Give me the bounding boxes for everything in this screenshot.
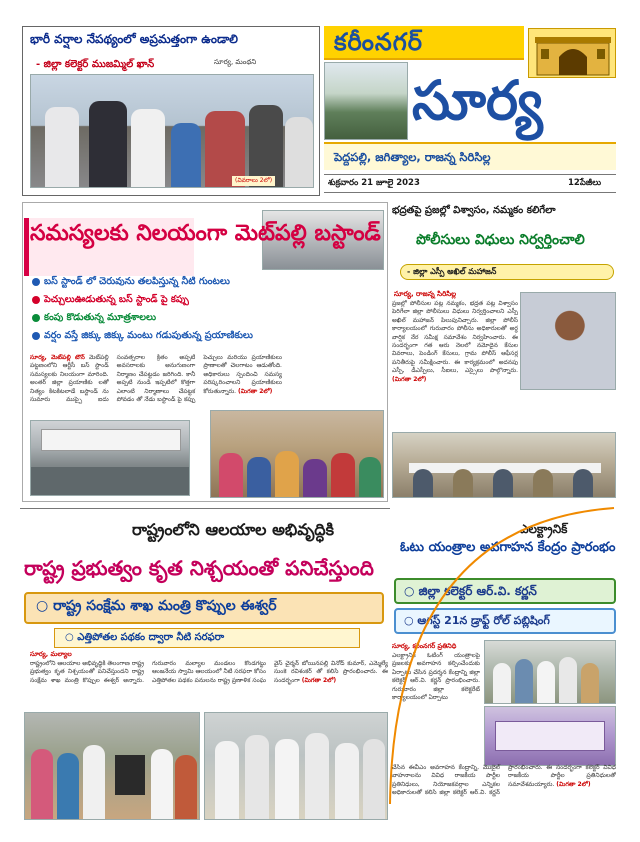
bus-stand-bullet: బస్ స్టాండ్ లో చెరువును తలపిస్తున్న నీటి గుంటలు	[32, 276, 230, 289]
temples-continued: (మిగతా 2లో)	[301, 676, 337, 684]
evm-byline: సూర్య, కరీంనగర్ ప్రతినిధి	[392, 642, 457, 650]
bus-stand-byline: సూర్య, మెట్‌పల్లి టౌన్	[30, 354, 85, 361]
bullet-dot-icon	[32, 314, 40, 322]
bus-stand-bullet: పెచ్చులుఊడుతున్న బస్ స్టాండ్ పై కప్పు	[32, 294, 189, 307]
police-body-text: ప్రజల్లో పోలీసుల పట్ల నమ్మకం, భద్రత పట్ల విశ్వాసం పెరిగేలా జిల్లా పోలీసులు విధులు నిర్వర్తించాలని ఎస్పీ అఖిల్ మహాజన్ పిలుపునిచ్చారు. జిల్లా పోలీస్ కార్యాలయంలో గురువారం పోలీసు అధికారులతో అర్ధ వార్షిక నేర సమీక్ష సమావేశం నిర్వహించారు. ఈ సందర్భంగా గత ఆరు నెలలో నమోదైన కేసుల వివరాలు, పెండింగ్ కేసులు, గ్రామ పోలీస్ ఆఫీసర్ల పనితీరుపై సమీక్షించారు. ఈ కార్యక్రమంలో అదనపు ఎస్పీ, డీఎస్పీలు, సీఐలు, ఎస్సైలు పాల్గొన్నారు.	[392, 300, 518, 375]
bullet-dot-icon	[32, 278, 40, 286]
evm-point-collector: ○ జిల్లా కలెక్టర్ ఆర్.వి. కర్ణన్	[394, 578, 616, 604]
masthead-divider	[324, 174, 616, 175]
police-body	[392, 300, 518, 440]
masthead-divider-bottom	[324, 192, 616, 193]
collector-inspection-photo	[30, 74, 314, 188]
temples-headline-top: రాష్ట్రంలోని ఆలయాల అభివృద్ధికి	[132, 520, 334, 539]
evm-headline: ఓటు యంత్రాల అవగాహన కేంద్రం ప్రారంభం	[400, 540, 616, 555]
police-byline: సూర్య, రాజన్న సిరిసిల్ల	[394, 290, 457, 298]
police-speaker: - జిల్లా ఎస్పీ అఖిల్ మహాజన్	[400, 264, 614, 280]
top-left-headline: భారీ వర్షాల నేపథ్యంలో అప్రమత్తంగా ఉండాలి	[30, 32, 238, 46]
evm-border-arc	[384, 504, 624, 824]
temples-byline: సూర్య, మల్యాల	[30, 650, 72, 658]
sp-portrait-photo	[520, 292, 616, 390]
issue-date: శుక్రవారం 21 జూలై 2023	[328, 178, 420, 188]
temples-headline: రాష్ట్ర ప్రభుత్వం కృత నిశ్చయంతో పనిచేస్తుంది	[24, 556, 374, 580]
police-headline: భద్రతపై ప్రజల్లో విశ్వాసం, నమ్మకం కలిగేలా	[392, 205, 556, 216]
police-subhead: పోలీసులు విధులు నిర్వర్తించాలి	[416, 232, 585, 248]
bus-stand-continued: (మిగతా 2లో)	[237, 387, 273, 395]
police-continued: (మిగతా 2లో)	[392, 375, 427, 383]
temples-body-text: రాష్ట్రంలోని ఆలయాల అభివృద్ధికి తెలంగాణ రాష్ట్ర ప్రభుత్వం కృత నిశ్చయంతో పనిచేస్తుందని రాష్ట్ర సంక్షేమ శాఖ మంత్రి కొప్పుల ఈశ్వర్ అన్నారు. గురువారం మల్యాల మండలం కొండగట్టు ఆంజనేయ స్వామి ఆలయంలో నీటి సరఫరా కోసం ఎత్తిపోతల పథకం పనులను రాష్ట్ర ప్రణాళిక సంఘ వైస్ చైర్మన్ బోయినపల్లి వినోద్ కుమార్, ఎమ్మెల్యే సుంకె రవిశంకర్ తో కలిసి ప్రారంభించారు. ఈ సందర్భంగా	[30, 660, 388, 684]
bus-stand-headline: సమస్యలకు నిలయంగా మెట్‌పల్లి బస్టాండ్	[30, 221, 381, 246]
top-left-continued: (వివరాలు 2లో)	[232, 176, 275, 186]
minister-ceremony-photo	[24, 712, 200, 820]
evm-point-draft-roll: ○ ఆగస్ట్ 21న డ్రాఫ్ట్ రోల్ పబ్లిషింగ్	[394, 608, 616, 634]
flooded-bus-stand-photo	[30, 420, 190, 496]
section-divider	[20, 508, 390, 509]
passengers-waiting-photo	[210, 410, 384, 498]
evm-continued: (మిగతా 2లో)	[556, 780, 591, 788]
masthead-name: సూర్య	[412, 68, 543, 132]
bus-stand-body-text: మెట్‌పల్లి పట్టణంలోని ఆర్టీసీ బస్ స్టాండ్ సమస్యలకు నిలయంగా మారింది. అంతర్ జిల్లా ప్రయాణికు లతో నిత్యం కిటకిటలాడే బస్టాండ్ ను సుమారు ముప్పై ఐదు సంవత్సరాల క్రితం అప్పటి అవసరాలకు అనుగుణంగా నిర్మాణం చేపట్టడం జరిగింది. కానీ అప్పటి నుండి ఇప్పటిలో కొత్తగా ఎలాంటి నిర్మాణాలు చేపట్టక పోవడం తో నేడు బస్టాండ్ పై కప్పు పెచ్చులు మరియు ప్రయాణికులు ప్రాణాలతో చెలగాటం ఆడుతోంది. అధికారులు స్పందించి సమస్య పరిష్కరించాలని ప్రయాణికులు కోరుతున్నారు.	[30, 354, 282, 404]
temples-subpoint: ○ ఎత్తిపోతల పథకం ద్వారా నీటి సరఫరా	[54, 628, 360, 648]
foundation-stone-photo	[204, 712, 388, 820]
top-left-subhead: - జిల్లా కలెక్టర్ ముజమ్మిల్ ఖాన్	[36, 59, 155, 70]
bus-stand-bullet: వర్షం వస్తే జిక్కు జిక్కు మంటు గడుపుతున్న ప్రయాణికులు	[32, 330, 253, 343]
top-left-byline: సూర్య, మంథని	[214, 58, 257, 66]
page-count: 12పేజీలు	[568, 178, 602, 188]
temples-speaker: ○ రాష్ట్ర సంక్షేమ శాఖ మంత్రి కొప్పుల ఈశ్వర్	[24, 592, 384, 624]
police-meeting-photo	[392, 432, 616, 498]
bus-stand-bullet: కంపు కొడుతున్న మూత్రశాలలు	[32, 312, 156, 325]
masthead-city: కరీంనగర్	[334, 28, 423, 56]
dam-landscape-photo	[324, 62, 408, 140]
bullet-dot-icon	[32, 332, 40, 340]
masthead-districts: పెద్దపల్లి, జగిత్యాల, రాజన్న సిరిసిల్ల	[324, 142, 616, 170]
evm-body-text-lower: చేసిన ఈవీఎం అవగాహన కేంద్రాన్ని, మొబైల్ వాహనాలను వివిధ రాజకీయ పార్టీల ప్రతినిధులు, నియోజకవర్గాల ఎన్నికల అధికారులతో కలిసి జిల్లా కలెక్టర్ ఆర్.వి. కర్ణన్ ప్రారంభించారు. ఈ సందర్భంగా కలెక్టర్ వివిధ రాజకీయ పార్టీల ప్రతినిధులతో సమావేశమయ్యారు.	[392, 764, 616, 797]
bullet-dot-icon	[32, 296, 40, 304]
evm-body-text: ఎలక్ట్రానిక్ ఓటింగ్ యంత్రాలపై ప్రజలకు అవగాహన కల్పించేందుకు ఏర్పాటు చేసిన ప్రదర్శన కేంద్రాన్ని జిల్లా కలెక్టర్ ఆర్.వి. కర్ణన్ ప్రారంభించారు. గురువారం జిల్లా కలెక్టరేట్ కార్యాలయంలో ఏర్పాటు	[392, 652, 480, 702]
evm-headline-top: ఎలక్ట్రానిక్	[520, 522, 568, 536]
